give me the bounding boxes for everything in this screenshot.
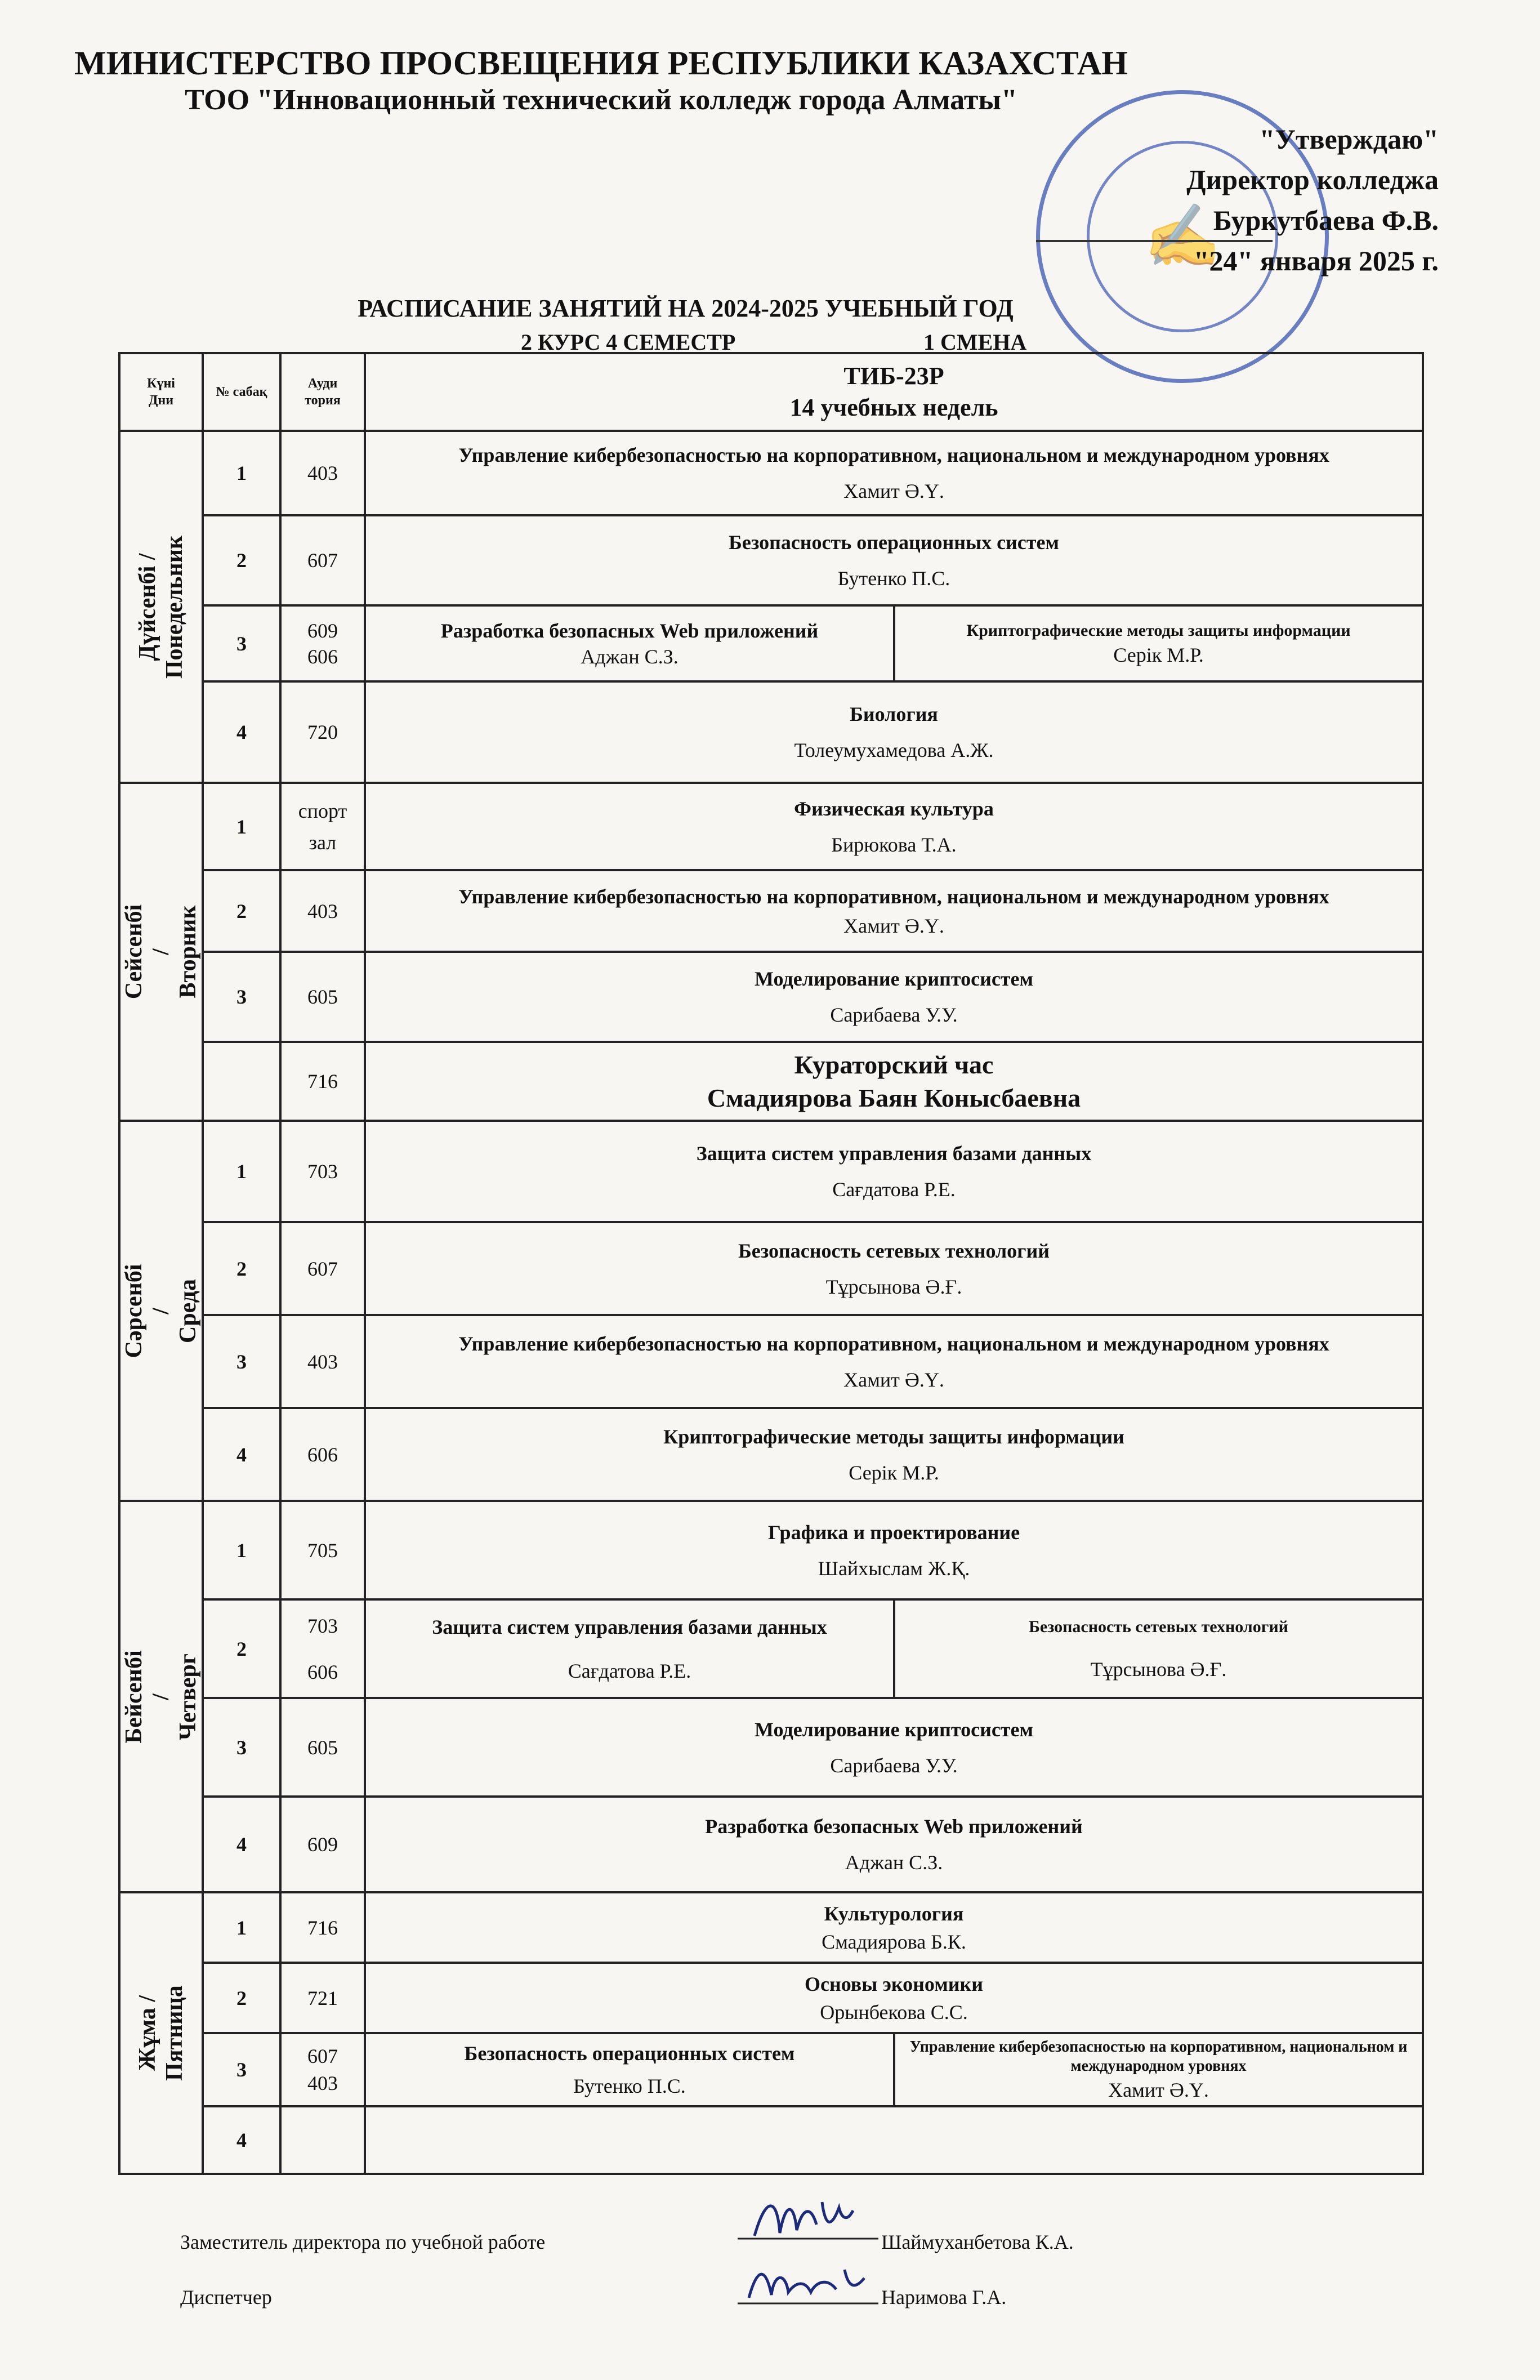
room: 716 — [280, 1892, 365, 1963]
lesson-number: 4 — [203, 681, 280, 783]
subject: Управление кибербезопасностью на корпоративном, национальном и международном уровнях — [458, 1332, 1329, 1355]
dispatcher-name: Наримова Г.А. — [881, 2286, 1007, 2308]
teacher: Бутенко П.С. — [837, 567, 950, 590]
table-row — [119, 1408, 1423, 1501]
class-cell — [365, 1892, 1423, 1963]
signature-line — [1036, 240, 1273, 242]
teacher: Серік М.Р. — [849, 1461, 939, 1484]
lesson-number: 1 — [203, 1121, 280, 1222]
subject: Защита систем управления базами данных — [432, 1615, 827, 1638]
table-row — [119, 783, 1423, 870]
lesson-number: 3 — [203, 2033, 280, 2106]
table-row — [119, 605, 1423, 681]
table-row — [119, 2106, 1423, 2174]
approve-label: "Утверждаю" — [1259, 123, 1439, 155]
lesson-number: 4 — [203, 1797, 280, 1892]
subject: Культурология — [824, 1902, 964, 1925]
class-cell-empty — [365, 2106, 1423, 2174]
class-cell — [365, 1698, 1423, 1797]
table-row — [119, 952, 1423, 1042]
deputy-director-name: Шаймуханбетова К.А. — [881, 2231, 1074, 2253]
table-row — [119, 681, 1423, 783]
dispatcher-label: Диспетчер — [180, 2286, 272, 2308]
teacher: Бутенко П.С. — [573, 2075, 686, 2097]
lesson-number: 3 — [203, 1315, 280, 1408]
lesson-number: 2 — [203, 515, 280, 605]
deputy-director-label: Заместитель директора по учебной работе — [180, 2231, 546, 2253]
lesson-number: 1 — [203, 783, 280, 870]
teacher: Сарибаева У.У. — [830, 1004, 958, 1026]
subject: Безопасность сетевых технологий — [1029, 1617, 1288, 1636]
room: 605 — [280, 1698, 365, 1797]
class-cell — [365, 1501, 1423, 1599]
table-row — [119, 1599, 1423, 1698]
table-row — [119, 1042, 1423, 1121]
table-row — [119, 1315, 1423, 1408]
subject: Основы экономики — [804, 1972, 983, 1995]
table-row — [119, 1222, 1423, 1315]
room: 607 — [280, 515, 365, 605]
subject: Безопасность операционных систем — [464, 2042, 795, 2065]
class-cell-b — [894, 2033, 1423, 2106]
lesson-number: 3 — [203, 605, 280, 681]
subject: Биология — [850, 703, 938, 725]
room: 716 — [280, 1042, 365, 1121]
lesson-number: 2 — [203, 1963, 280, 2033]
room: 609 — [280, 1797, 365, 1892]
teacher: Тұрсынова Ә.Ғ. — [1090, 1657, 1227, 1681]
class-cell — [365, 783, 1423, 870]
group-name: ТИБ-23Р — [843, 362, 944, 390]
subject: Моделирование криптосистем — [755, 968, 1033, 990]
teacher: Орынбекова С.С. — [820, 2000, 968, 2024]
table-row — [119, 1501, 1423, 1599]
curator-hour-cell — [365, 1042, 1423, 1121]
dispatcher-signature — [732, 2250, 884, 2312]
lesson-number: 3 — [203, 1698, 280, 1797]
table-row — [119, 1797, 1423, 1892]
subject: Криптографические методы защиты информации — [663, 1425, 1124, 1448]
room: 703 606 — [280, 1599, 365, 1698]
class-cell — [365, 1963, 1423, 2033]
lesson-number: 4 — [203, 1408, 280, 1501]
teacher: Смадиярова Баян Конысбаевна — [707, 1084, 1081, 1112]
teacher: Аджан С.З. — [845, 1851, 943, 1874]
room: 721 — [280, 1963, 365, 2033]
schedule-table — [118, 352, 1424, 2175]
lesson-number: 2 — [203, 1222, 280, 1315]
ministry-title: МИНИСТЕРСТВО ПРОСВЕЩЕНИЯ РЕСПУБЛИКИ КАЗАХСТАН — [74, 44, 1128, 82]
teacher: Тұрсынова Ә.Ғ. — [825, 1275, 962, 1298]
director-name: Буркутбаева Ф.В. — [1213, 204, 1439, 236]
room: 403 — [280, 1315, 365, 1408]
subject: Управление кибербезопасностью на корпоративном, национальном и международном уровнях — [458, 885, 1329, 908]
subject: Безопасность сетевых технологий — [738, 1239, 1050, 1262]
room: 605 — [280, 952, 365, 1042]
college-name: ТОО "Инновационный технический колледж города Алматы" — [185, 84, 1017, 116]
lesson-number: 1 — [203, 1501, 280, 1599]
class-cell — [365, 1408, 1423, 1501]
lesson-number — [203, 1042, 280, 1121]
room: 403 — [280, 431, 365, 515]
schedule-title: РАСПИСАНИЕ ЗАНЯТИЙ НА 2024-2025 УЧЕБНЫЙ ГОД — [358, 295, 1014, 322]
lesson-number: 1 — [203, 1892, 280, 1963]
room: 609 606 — [280, 605, 365, 681]
room: спорт зал — [280, 783, 365, 870]
room: 705 — [280, 1501, 365, 1599]
class-cell — [365, 1121, 1423, 1222]
class-cell-b — [894, 605, 1423, 681]
table-row — [119, 431, 1423, 515]
class-cell — [365, 870, 1423, 952]
subject: Защита систем управления базами данных — [696, 1142, 1092, 1165]
deputy-signature — [732, 2185, 884, 2247]
subject: Разработка безопасных Web приложений — [705, 1815, 1083, 1838]
teacher: Смадиярова Б.К. — [822, 1930, 966, 1953]
table-row — [119, 870, 1423, 952]
table-row — [119, 1892, 1423, 1963]
class-cell — [365, 681, 1423, 783]
subject: Кураторский час — [794, 1050, 994, 1079]
class-cell — [365, 1315, 1423, 1408]
subject: Графика и проектирование — [767, 1521, 1020, 1544]
table-row — [119, 515, 1423, 605]
subject: Моделирование криптосистем — [755, 1718, 1033, 1741]
teacher: Толеумухамедова А.Ж. — [794, 739, 994, 761]
class-cell-a — [365, 2033, 894, 2106]
header-group — [365, 353, 1423, 431]
teacher: Бирюкова Т.А. — [831, 833, 957, 856]
room: 607 403 — [280, 2033, 365, 2106]
room: 403 — [280, 870, 365, 952]
subject: Безопасность операционных систем — [729, 531, 1059, 554]
teacher: Хамит Ә.Ү. — [843, 480, 944, 502]
subject: Управление кибербезопасностью на корпоративном, национальном и международном уровнях — [458, 444, 1329, 466]
class-cell — [365, 515, 1423, 605]
subject: Физическая культура — [794, 797, 994, 820]
weeks-count: 14 учебных недель — [789, 394, 998, 421]
day-friday: Жұма / Пятница — [119, 1892, 203, 2174]
subject: Разработка безопасных Web приложений — [440, 619, 819, 642]
director-title: Директор колледжа — [1186, 164, 1439, 195]
lesson-number: 4 — [203, 2106, 280, 2174]
header-room: Ауди тория — [280, 353, 365, 431]
class-cell — [365, 1222, 1423, 1315]
table-row — [119, 2033, 1423, 2106]
lesson-number: 2 — [203, 870, 280, 952]
room: 607 — [280, 1222, 365, 1315]
table-header-row — [119, 353, 1423, 431]
teacher: Хамит Ә.Ү. — [1108, 2079, 1209, 2101]
room: 703 — [280, 1121, 365, 1222]
course-semester: 2 КУРС 4 СЕМЕСТР — [521, 329, 736, 355]
day-wednesday: Сәрсенбі / Среда — [119, 1121, 203, 1501]
teacher: Серік М.Р. — [1113, 643, 1204, 666]
day-monday: Дүйсенбі / Понедельник — [119, 431, 203, 783]
teacher: Сағдатова Р.Е. — [568, 1659, 691, 1682]
header-lesson: № сабақ — [203, 353, 280, 431]
college-stamp: ✍ — [1036, 90, 1329, 383]
class-cell — [365, 952, 1423, 1042]
shift: 1 СМЕНА — [923, 329, 1027, 355]
class-cell-a — [365, 605, 894, 681]
class-cell — [365, 1797, 1423, 1892]
day-tuesday: Сейсенбі / Вторник — [119, 783, 203, 1121]
table-row — [119, 1963, 1423, 2033]
lesson-number: 1 — [203, 431, 280, 515]
lesson-number: 3 — [203, 952, 280, 1042]
teacher: Аджан С.З. — [581, 645, 679, 668]
subject: Криптографические методы защиты информации — [966, 621, 1351, 640]
class-cell — [365, 431, 1423, 515]
class-cell-a — [365, 1599, 894, 1698]
lesson-number: 2 — [203, 1599, 280, 1698]
approve-date: "24" января 2025 г. — [1193, 245, 1439, 277]
room — [280, 2106, 365, 2174]
class-cell-b — [894, 1599, 1423, 1698]
day-thursday: Бейсенбі / Четверг — [119, 1501, 203, 1892]
teacher: Сарибаева У.У. — [830, 1754, 958, 1777]
header-day: Күні Дни — [119, 353, 203, 431]
room: 606 — [280, 1408, 365, 1501]
teacher: Хамит Ә.Ү. — [843, 914, 944, 937]
subject: Управление кибербезопасностью на корпоративном, национальном и международном уровнях — [909, 2038, 1408, 2075]
teacher: Шайхыслам Ж.Қ. — [818, 1557, 970, 1580]
table-row — [119, 1698, 1423, 1797]
table-row — [119, 1121, 1423, 1222]
room: 720 — [280, 681, 365, 783]
teacher: Хамит Ә.Ү. — [843, 1368, 944, 1391]
teacher: Сағдатова Р.Е. — [832, 1178, 956, 1201]
